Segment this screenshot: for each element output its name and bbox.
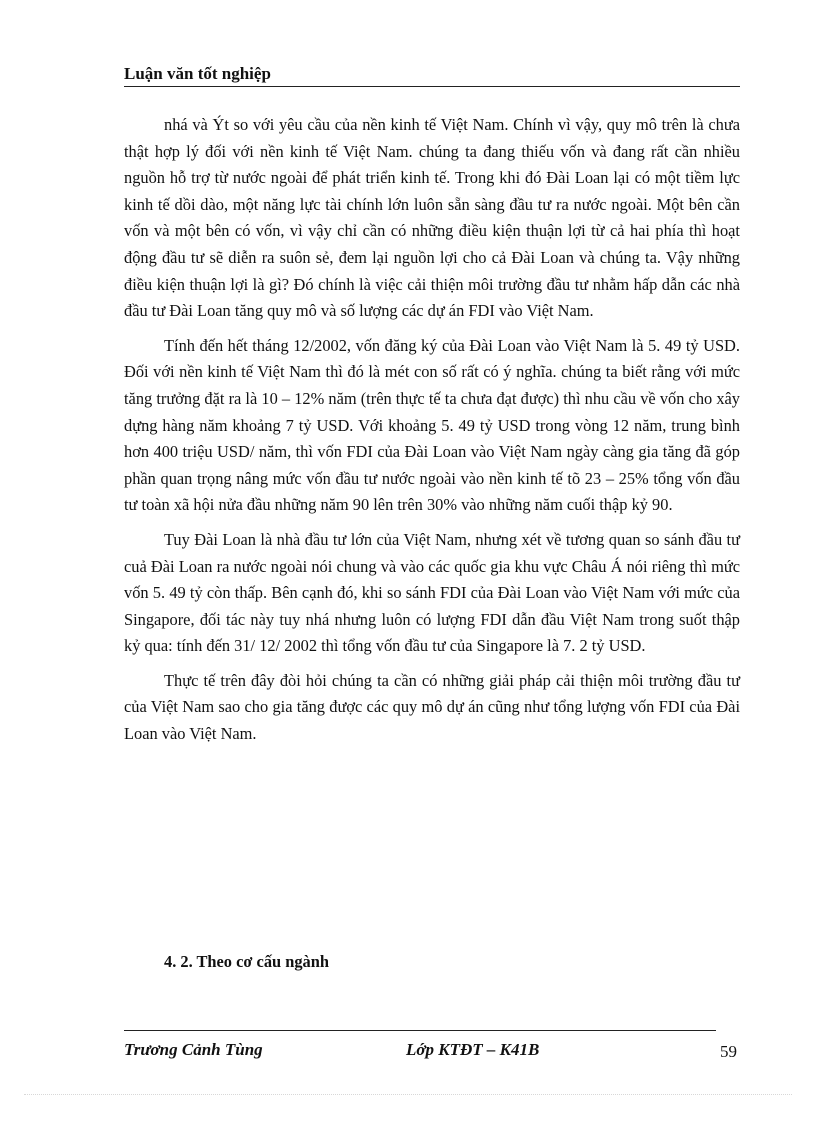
- section-heading: 4. 2. Theo cơ cấu ngành: [164, 952, 329, 971]
- footer-class: Lớp KTĐT – K41B: [406, 1040, 540, 1059]
- footer-author: Trương Cảnh Tùng: [124, 1040, 263, 1059]
- paragraph-1: nhá và Ýt so với yêu cầu của nền kinh tế Việt Nam. Chính vì vậy, quy mô trên là chưa thật hợp lý đối với nền kinh tế Việt Nam. chúng ta đang thiếu vốn và đang rất cần nhiều nguồn hỗ trợ từ nước ngoài để phát triển kinh tế. Trong khi đó Đài Loan lại có một tiềm lực kinh tế dồi dào, một năng lực tài chính lớn luôn sẵn sàng đầu tư ra nước ngoài. Một bên cần vốn và một bên có vốn, vì vậy chỉ cần có những điều kiện thuận lợi từ cả hai phía thì hoạt động đầu tư sẽ diễn ra suôn sẻ, đem lại nguồn lợi cho cả Đài Loan và chúng ta. Vậy những điều kiện thuận lợi là gì? Đó chính là việc cải thiện môi trường đầu tư nhằm hấp dẫn các nhà đầu tư Đài Loan tăng quy mô và số lượng các dự án FDI vào Việt Nam.: [124, 115, 740, 321]
- paragraph-3: Tuy Đài Loan là nhà đầu tư lớn của Việt Nam, nhưng xét về tương quan so sánh đầu tư cuả Đài Loan ra nước ngoài nói chung và vào các quốc gia khu vực Châu Á nói riêng thì mức vốn 5. 49 tỷ còn thấp. Bên cạnh đó, khi so sánh FDI của Đài Loan vào Việt Nam với mức của Singapore, đối tác này tuy nhá nhưng luôn có lượng FDI dẫn đầu Việt Nam trong suốt thập kỷ qua: tính đến 31/ 12/ 2002 thì tổng vốn đầu tư của Singapore là 7. 2 tỷ USD.: [124, 529, 740, 656]
- page-bottom-border: [24, 1094, 792, 1095]
- page-number: 59: [720, 1042, 737, 1061]
- body-text: [124, 112, 740, 756]
- paragraph-2: Tính đến hết tháng 12/2002, vốn đăng ký của Đài Loan vào Việt Nam là 5. 49 tỷ USD. Đối với nền kinh tế Việt Nam thì đó là mét con số rất có ý nghĩa. chúng ta biết rằng với mức tăng trưởng đặt ra là 10 – 12% năm (trên thực tế ta chưa đạt được) thì nhu cầu về vốn cho xây dựng hàng năm khoảng 7 tỷ USD. Với khoảng 5. 49 tỷ USD trong vòng 12 năm, trung bình hơn 400 triệu USD/ năm, thì vốn FDI của Đài Loan vào Việt Nam ngày càng gia tăng đã góp phần quan trọng nâng mức vốn đầu tư nước ngoài vào nền kinh tế tõ 23 – 25% tổng vốn đầu tư toàn xã hội nửa đầu những năm 90 lên trên 30% vào những năm cuối thập kỷ 90.: [124, 335, 740, 515]
- footer-divider: [124, 1030, 716, 1031]
- paragraph-4: Thực tế trên đây đòi hỏi chúng ta cần có những giải pháp cải thiện môi trường đầu tư của Việt Nam sao cho gia tăng được các quy mô dự án cũng như tổng lượng vốn FDI của Đài Loan vào Việt Nam.: [124, 670, 740, 744]
- header-divider: [124, 86, 740, 87]
- page-header-title: Luận văn tốt nghiệp: [124, 64, 271, 83]
